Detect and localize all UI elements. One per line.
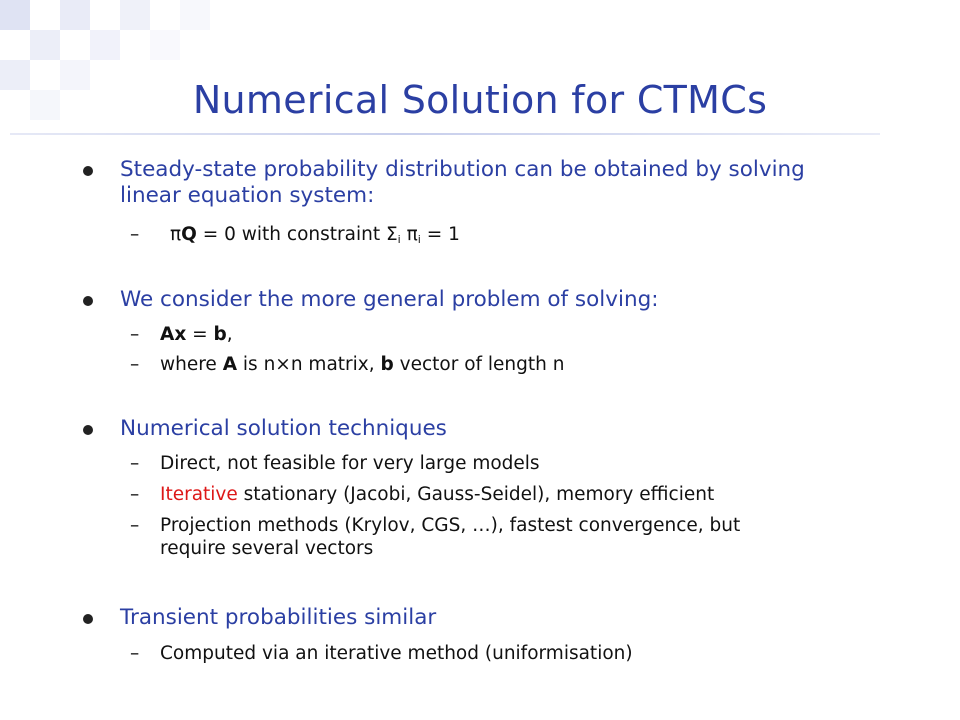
bullet-dot-icon — [83, 296, 93, 306]
decorative-squares — [0, 0, 240, 150]
bullet-transient — [120, 605, 840, 631]
dash-marker: – — [130, 224, 140, 245]
dash-marker: – — [130, 484, 140, 505]
bullet-dot-icon — [83, 166, 93, 176]
dash-marker: – — [130, 453, 140, 474]
sub-item-direct: – Direct, not feasible for very large models — [130, 453, 540, 474]
slide-title: Numerical Solution for CTMCs — [192, 78, 768, 122]
iterative-highlight: Iterative — [160, 484, 238, 505]
sub-item-equation: – πQ = 0 with constraint $\Sigma_i$ $\pi_i = 1$ — [130, 224, 460, 246]
bullet-dot-icon — [83, 425, 93, 435]
title-underline — [10, 133, 880, 135]
bullet-text: We consider the more general problem of solving: — [120, 287, 659, 312]
dash-marker: – — [130, 354, 140, 375]
dash-marker: – — [130, 515, 140, 536]
dash-marker: – — [130, 643, 140, 664]
sub-item-iterative: – Iterative stationary (Jacobi, Gauss-Seidel), memory efficient — [130, 484, 715, 505]
sub-item-uniformisation: – Computed via an iterative method (uniformisation) — [130, 643, 633, 664]
sub-item-matrix: – where A is n×n matrix, b vector of length n — [130, 354, 565, 375]
bullet-general-problem — [120, 287, 840, 313]
bullet-text: Steady-state probability distribution can be obtained by solving linear equation system: — [120, 157, 805, 208]
dash-marker: – — [130, 324, 140, 345]
sub-item-projection: – Projection methods (Krylov, CGS, …), fastest convergence, but require several vectors — [130, 515, 741, 559]
bullet-steady-state — [120, 157, 840, 209]
bullet-text: Transient probabilities similar — [120, 605, 437, 630]
bullet-dot-icon — [83, 614, 93, 624]
bullet-techniques — [120, 416, 840, 442]
sub-item-ax-b: – Ax = b, — [130, 324, 233, 345]
bullet-text: Numerical solution techniques — [120, 416, 447, 441]
